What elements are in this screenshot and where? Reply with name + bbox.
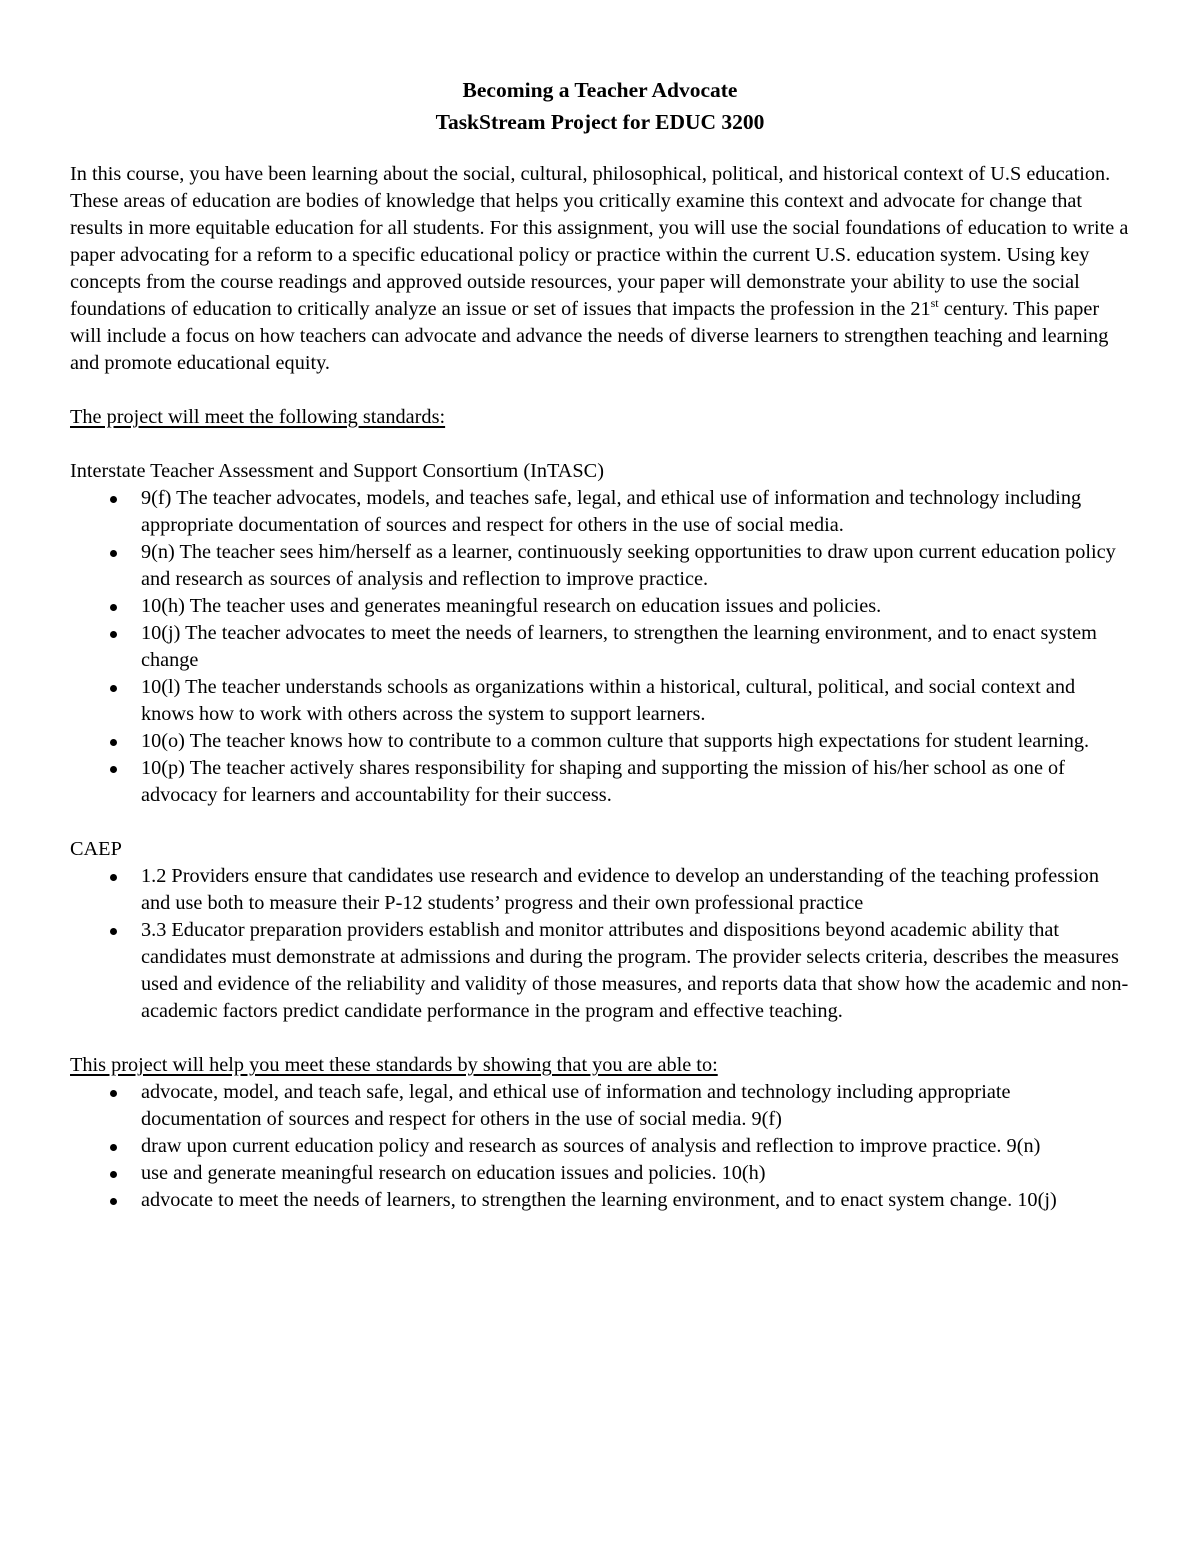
intro-text-part1: In this course, you have been learning about the social, cultural, philosophical, political, and historical context of U.S education. These areas of education are bodies of knowledge that helps you critically examine this context and advocate for change that results in more equitable education for all students. For this assignment, you will use the social foundations of education to write a paper advocating for a reform to a specific educational policy or practice within the current U.S. education system. Using key concepts from the course readings and approved outside resources, your paper will demonstrate your ability to use the social foundations of education to critically analyze an issue or set of issues that impacts the profession in the 21 <box>70 163 1129 320</box>
document-subtitle: TaskStream Project for EDUC 3200 <box>435 110 765 134</box>
bullet-icon <box>110 874 117 881</box>
list-item-text: 9(n) The teacher sees him/herself as a learner, continuously seeking opportunities to draw upon current education policy and research as sources of analysis and reflection to improve practice. <box>141 541 1116 590</box>
list-item <box>70 1133 1130 1160</box>
list-item <box>70 728 1130 755</box>
title-block <box>70 74 1130 138</box>
bullet-icon <box>110 1144 117 1151</box>
list-item-text: 1.2 Providers ensure that candidates use research and evidence to develop an understanding of the teaching profession and use both to measure their P-12 students’ progress and their own professional practice <box>141 865 1099 914</box>
standards-heading: The project will meet the following standards: <box>70 406 446 428</box>
bullet-icon <box>110 1090 117 1097</box>
list-item-text: 9(f) The teacher advocates, models, and teaches safe, legal, and ethical use of information and technology including appropriate documentation of sources and respect for others in the use of social media. <box>141 487 1082 536</box>
list-item <box>70 1187 1130 1214</box>
list-item <box>70 485 1130 539</box>
intro-text-part2: century. This paper will include a focus on how teachers can advocate and advance the needs of diverse learners to strengthen teaching and learning and promote educational equity. <box>70 298 1109 374</box>
intro-paragraph <box>70 161 1130 377</box>
caep-list <box>70 863 1130 1025</box>
list-item-text: 10(l) The teacher understands schools as organizations within a historical, cultural, political, and social context and knows how to work with others across the system to support learners. <box>141 676 1076 725</box>
caep-heading: CAEP <box>70 838 122 860</box>
list-item <box>70 1160 1130 1187</box>
list-item-text: 10(h) The teacher uses and generates meaningful research on education issues and policies. <box>141 595 882 617</box>
bullet-icon <box>110 766 117 773</box>
list-item <box>70 539 1130 593</box>
bullet-icon <box>110 550 117 557</box>
intasc-heading: Interstate Teacher Assessment and Support Consortium (InTASC) <box>70 460 604 482</box>
intasc-list <box>70 485 1130 809</box>
list-item-text: 3.3 Educator preparation providers establish and monitor attributes and dispositions beyond academic ability that candidates must demonstrate at admissions and during the program. The provider selects criteria, describes the measures used and evidence of the reliability and validity of those measures, and reports data that show how the academic and non-academic factors predict candidate performance in the program and effective teaching. <box>141 919 1129 1022</box>
bullet-icon <box>110 604 117 611</box>
bullet-icon <box>110 685 117 692</box>
bullet-icon <box>110 1171 117 1178</box>
document-title: Becoming a Teacher Advocate <box>462 78 738 102</box>
bullet-icon <box>110 1198 117 1205</box>
bullet-icon <box>110 631 117 638</box>
list-item-text: use and generate meaningful research on education issues and policies. 10(h) <box>141 1162 766 1184</box>
list-item-text: draw upon current education policy and research as sources of analysis and reflection to improve practice. 9(n) <box>141 1135 1041 1157</box>
list-item <box>70 674 1130 728</box>
list-item-text: advocate, model, and teach safe, legal, and ethical use of information and technology including appropriate documentation of sources and respect for others in the use of social media. 9(f) <box>141 1081 1011 1130</box>
list-item <box>70 1079 1130 1133</box>
list-item-text: advocate to meet the needs of learners, to strengthen the learning environment, and to enact system change. 10(j) <box>141 1189 1057 1211</box>
list-item <box>70 863 1130 917</box>
list-item <box>70 593 1130 620</box>
bullet-icon <box>110 739 117 746</box>
bullet-icon <box>110 496 117 503</box>
list-item-text: 10(o) The teacher knows how to contribute to a common culture that supports high expectations for student learning. <box>141 730 1090 752</box>
list-item <box>70 917 1130 1025</box>
list-item <box>70 620 1130 674</box>
list-item <box>70 755 1130 809</box>
list-item-text: 10(p) The teacher actively shares responsibility for shaping and supporting the mission of his/her school as one of advocacy for learners and accountability for their success. <box>141 757 1065 806</box>
help-list <box>70 1079 1130 1214</box>
bullet-icon <box>110 928 117 935</box>
ordinal-superscript: st <box>930 296 939 311</box>
list-item-text: 10(j) The teacher advocates to meet the needs of learners, to strengthen the learning environment, and to enact system change <box>141 622 1097 671</box>
help-heading: This project will help you meet these standards by showing that you are able to: <box>70 1054 718 1076</box>
